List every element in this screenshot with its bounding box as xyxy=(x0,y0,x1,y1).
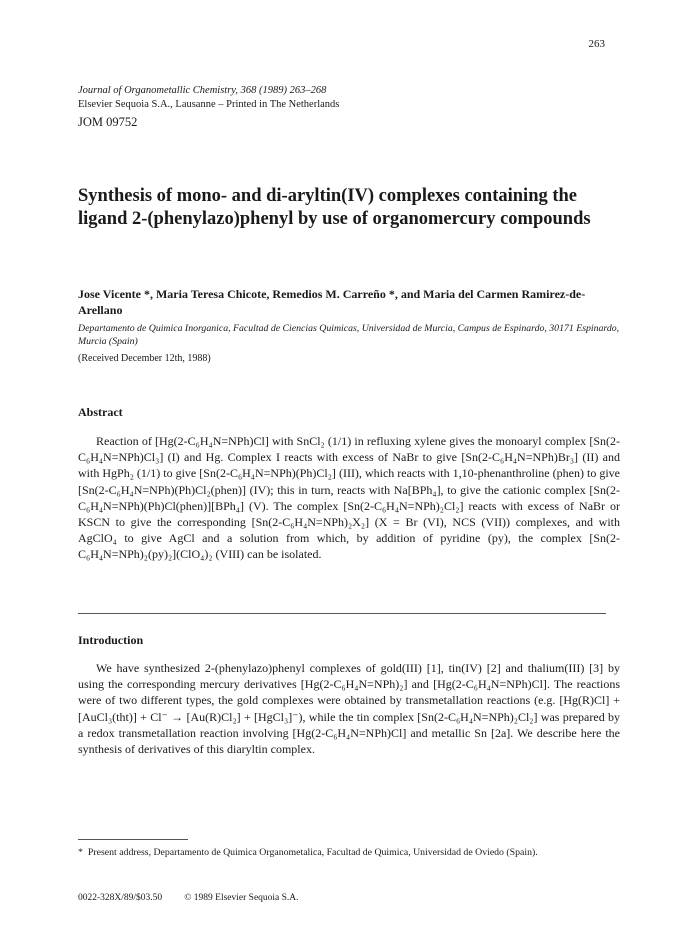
journal-citation: Journal of Organometallic Chemistry, 368 (1989) 263–268 xyxy=(78,85,327,96)
issn-code: 0022-328X/89/$03.50 xyxy=(78,893,163,903)
footnote-marker: * xyxy=(78,847,83,858)
introduction-paragraph: We have synthesized 2-(phenylazo)phenyl complexes of gold(III) [1], tin(IV) [2] and thalium(III) [3] by using the corresponding mercury derivatives [Hg(2-C₆H₄N=NPh)₂] and [Hg(2-C₆H₄N=NPh)Cl]. The reactions were of two different types, the gold complexes were obtained by transmetallation reactions (e.g. [Hg(R)Cl] + [AuCl₃(tht)] + Cl⁻ → [Au(R)Cl₂] + [HgCl₃]⁻), while the tin complex [Sn(2-C₆H₄N=NPh)₂Cl₂] was prepared by a redox transmetallation reaction involving [Hg(2-C₆H₄N=NPh)Cl] and metallic Sn [2a]. We describe here the synthesis of derivatives of this diaryltin complex. xyxy=(78,661,620,757)
journal-code: JOM 09752 xyxy=(78,115,138,129)
page-number: 263 xyxy=(588,38,605,50)
copyright-notice: © 1989 Elsevier Sequoia S.A. xyxy=(184,893,299,903)
article-title: Synthesis of mono- and di-aryltin(IV) complexes containing the ligand 2-(phenylazo)phenyl by use of organomercury compounds xyxy=(78,186,591,229)
journal-header xyxy=(78,84,339,129)
abstract-paragraph: Reaction of [Hg(2-C₆H₄N=NPh)Cl] with SnCl₂ (1/1) in refluxing xylene gives the monoaryl complex [Sn(2-C₆H₄N=NPh)Cl₃] (I) and Hg. Complex I reacts with excess of NaBr to give [Sn(2-C₆H₄N=NPh)Br₃] (II) and with HgPh₂ (1/1) to give [Sn(2-C₆H₄N=NPh)(Ph)Cl₂] (III), which reacts with 1,10-phenanthroline (phen) to give [Sn(2-C₆H₄N=NPh)(Ph)Cl₂(phen)] (IV); this in turn, reacts with Na[BPh₄], to give the cationic complex [Sn(2-C₆H₄N=NPh)(Ph)Cl(phen)][BPh₄] (V). The complex [Sn(2-C₆H₄N=NPh)₂Cl₂] reacts with excess of NaBr or KSCN to give the corresponding [Sn(2-C₆H₄N=NPh)₂X₂] (X = Br (VI), NCS (VII)) complexes, and with AgClO₄ to give AgCl and a solution from which, by addition of pyridine (py), the complex [Sn(2-C₆H₄N=NPh)₂(py)₂](ClO₄)₂ (VIII) can be isolated. xyxy=(78,434,620,562)
footnote xyxy=(78,846,618,859)
affiliation: Departamento de Quimica Inorganica, Facultad de Ciencias Quimicas, Universidad de Murcia, Campus de Espinardo, 30171 Espinardo, Murcia (Spain) xyxy=(78,323,620,347)
section-divider xyxy=(78,613,606,614)
introduction-heading: Introduction xyxy=(78,633,144,647)
footnote-text: Present address, Departamento de Quimica Organometalica, Facultad de Quimica, Universidad de Oviedo (Spain). xyxy=(87,847,538,858)
footnote-divider xyxy=(78,839,188,840)
abstract-body xyxy=(78,433,620,563)
journal-publisher: Elsevier Sequoia S.A., Lausanne – Printed in The Netherlands xyxy=(78,99,340,110)
abstract-heading: Abstract xyxy=(78,405,123,419)
introduction-body xyxy=(78,660,620,757)
author-list: Jose Vicente *, Maria Teresa Chicote, Remedios M. Carreño *, and Maria del Carmen Ramirez-de-Arellano xyxy=(78,287,586,317)
page-footer xyxy=(78,893,299,903)
received-date: (Received December 12th, 1988) xyxy=(78,353,211,364)
